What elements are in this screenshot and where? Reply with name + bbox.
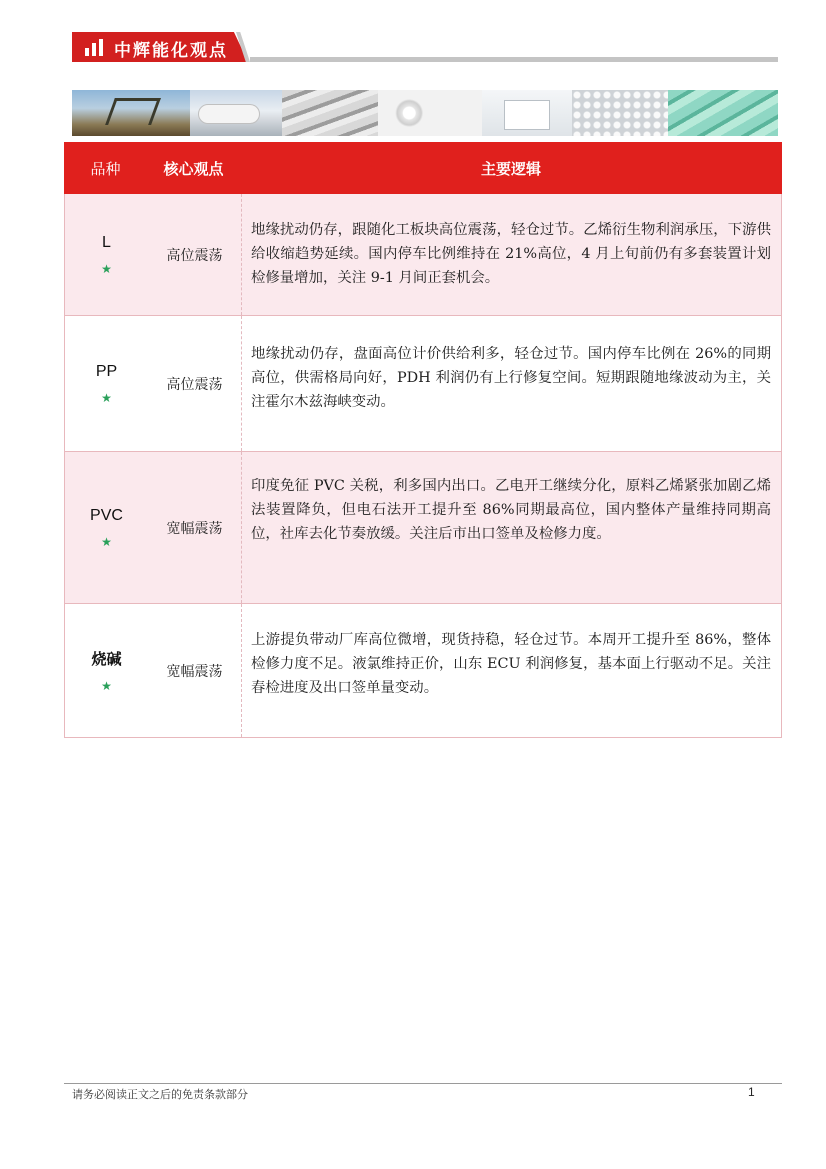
star-icon: ★: [101, 390, 112, 405]
main-logic-cell: 印度免征 PVC 关税，利多国内出口。乙电开工继续分化，原料乙烯紧张加剧乙烯法装置降负，但电石法开工提升至 86%同期最高位，国内整体产量维持同期高位，社库去化节奏放缓。关注后市出口签单及检修力度。: [241, 452, 781, 603]
plastic-pellets-photo: [378, 90, 482, 136]
bar-chart-logo-icon: [84, 37, 104, 57]
table-header-row: [64, 142, 782, 194]
variety-name: PVC: [90, 506, 123, 524]
report-title: 中辉能化观点: [114, 41, 228, 61]
main-logic-cell: 地缘扰动仍存，跟随化工板块高位震荡，轻仓过节。乙烯衍生物利润承压，下游供给收缩趋势延续。国内停车比例维持在 21%高位，4 月上旬前仍有多套装置计划检修量增加，关注 9-1 月间正套机会。: [241, 194, 781, 315]
variety-cell: [65, 604, 148, 737]
table-row: [64, 452, 782, 604]
oil-pumpjack-photo: [72, 90, 190, 136]
variety-name: L: [102, 233, 111, 251]
footer-rule: [64, 1083, 782, 1084]
report-header-banner: [72, 32, 778, 62]
white-granules-photo: [572, 90, 668, 136]
header-gray-rule: [250, 57, 778, 62]
column-header-main-logic: 主要逻辑: [480, 159, 541, 178]
table-row: [64, 316, 782, 452]
core-view-cell: 高位震荡: [166, 376, 223, 393]
variety-cell: [65, 316, 148, 451]
product-bag-photo: [482, 90, 572, 136]
star-icon: ★: [101, 534, 112, 549]
glass-sheets-photo: [668, 90, 778, 136]
pvc-pipes-photo: [282, 90, 378, 136]
star-icon: ★: [101, 679, 112, 693]
column-header-core-view: 核心观点: [163, 159, 224, 178]
table-row: [64, 604, 782, 738]
star-icon: ★: [101, 261, 112, 276]
core-view-cell: 高位震荡: [166, 247, 223, 264]
variety-cell: [65, 194, 148, 315]
main-logic-cell: 上游提负带动厂库高位微增，现货持稳，轻仓过节。本周开工提升至 86%，整体检修力度不足。液氯维持正价，山东 ECU 利润修复，基本面上行驱动不足。关注春检进度及出口签单量变动。: [241, 604, 781, 737]
column-header-variety: 品种: [90, 159, 121, 178]
main-logic-cell: 地缘扰动仍存，盘面高位计价供给利多，轻仓过节。国内停车比例在 26%的同期高位，供需格局向好，PDH 利润仍有上行修复空间。短期跟随地缘波动为主，关注霍尔木兹海峡变动。: [241, 316, 781, 451]
footer-disclaimer: 请务必阅读正文之后的免责条款部分: [72, 1088, 248, 1101]
variety-cell: [65, 452, 148, 603]
lpg-tank-photo: [190, 90, 282, 136]
viewpoint-table: [64, 142, 782, 738]
page-number: 1: [748, 1085, 755, 1099]
core-view-cell: 宽幅震荡: [166, 520, 223, 537]
variety-name: PP: [95, 362, 118, 380]
product-photo-strip: [72, 90, 778, 136]
core-view-cell: 宽幅震荡: [166, 663, 223, 680]
table-row: [64, 194, 782, 316]
variety-name: 烧碱: [91, 650, 122, 668]
